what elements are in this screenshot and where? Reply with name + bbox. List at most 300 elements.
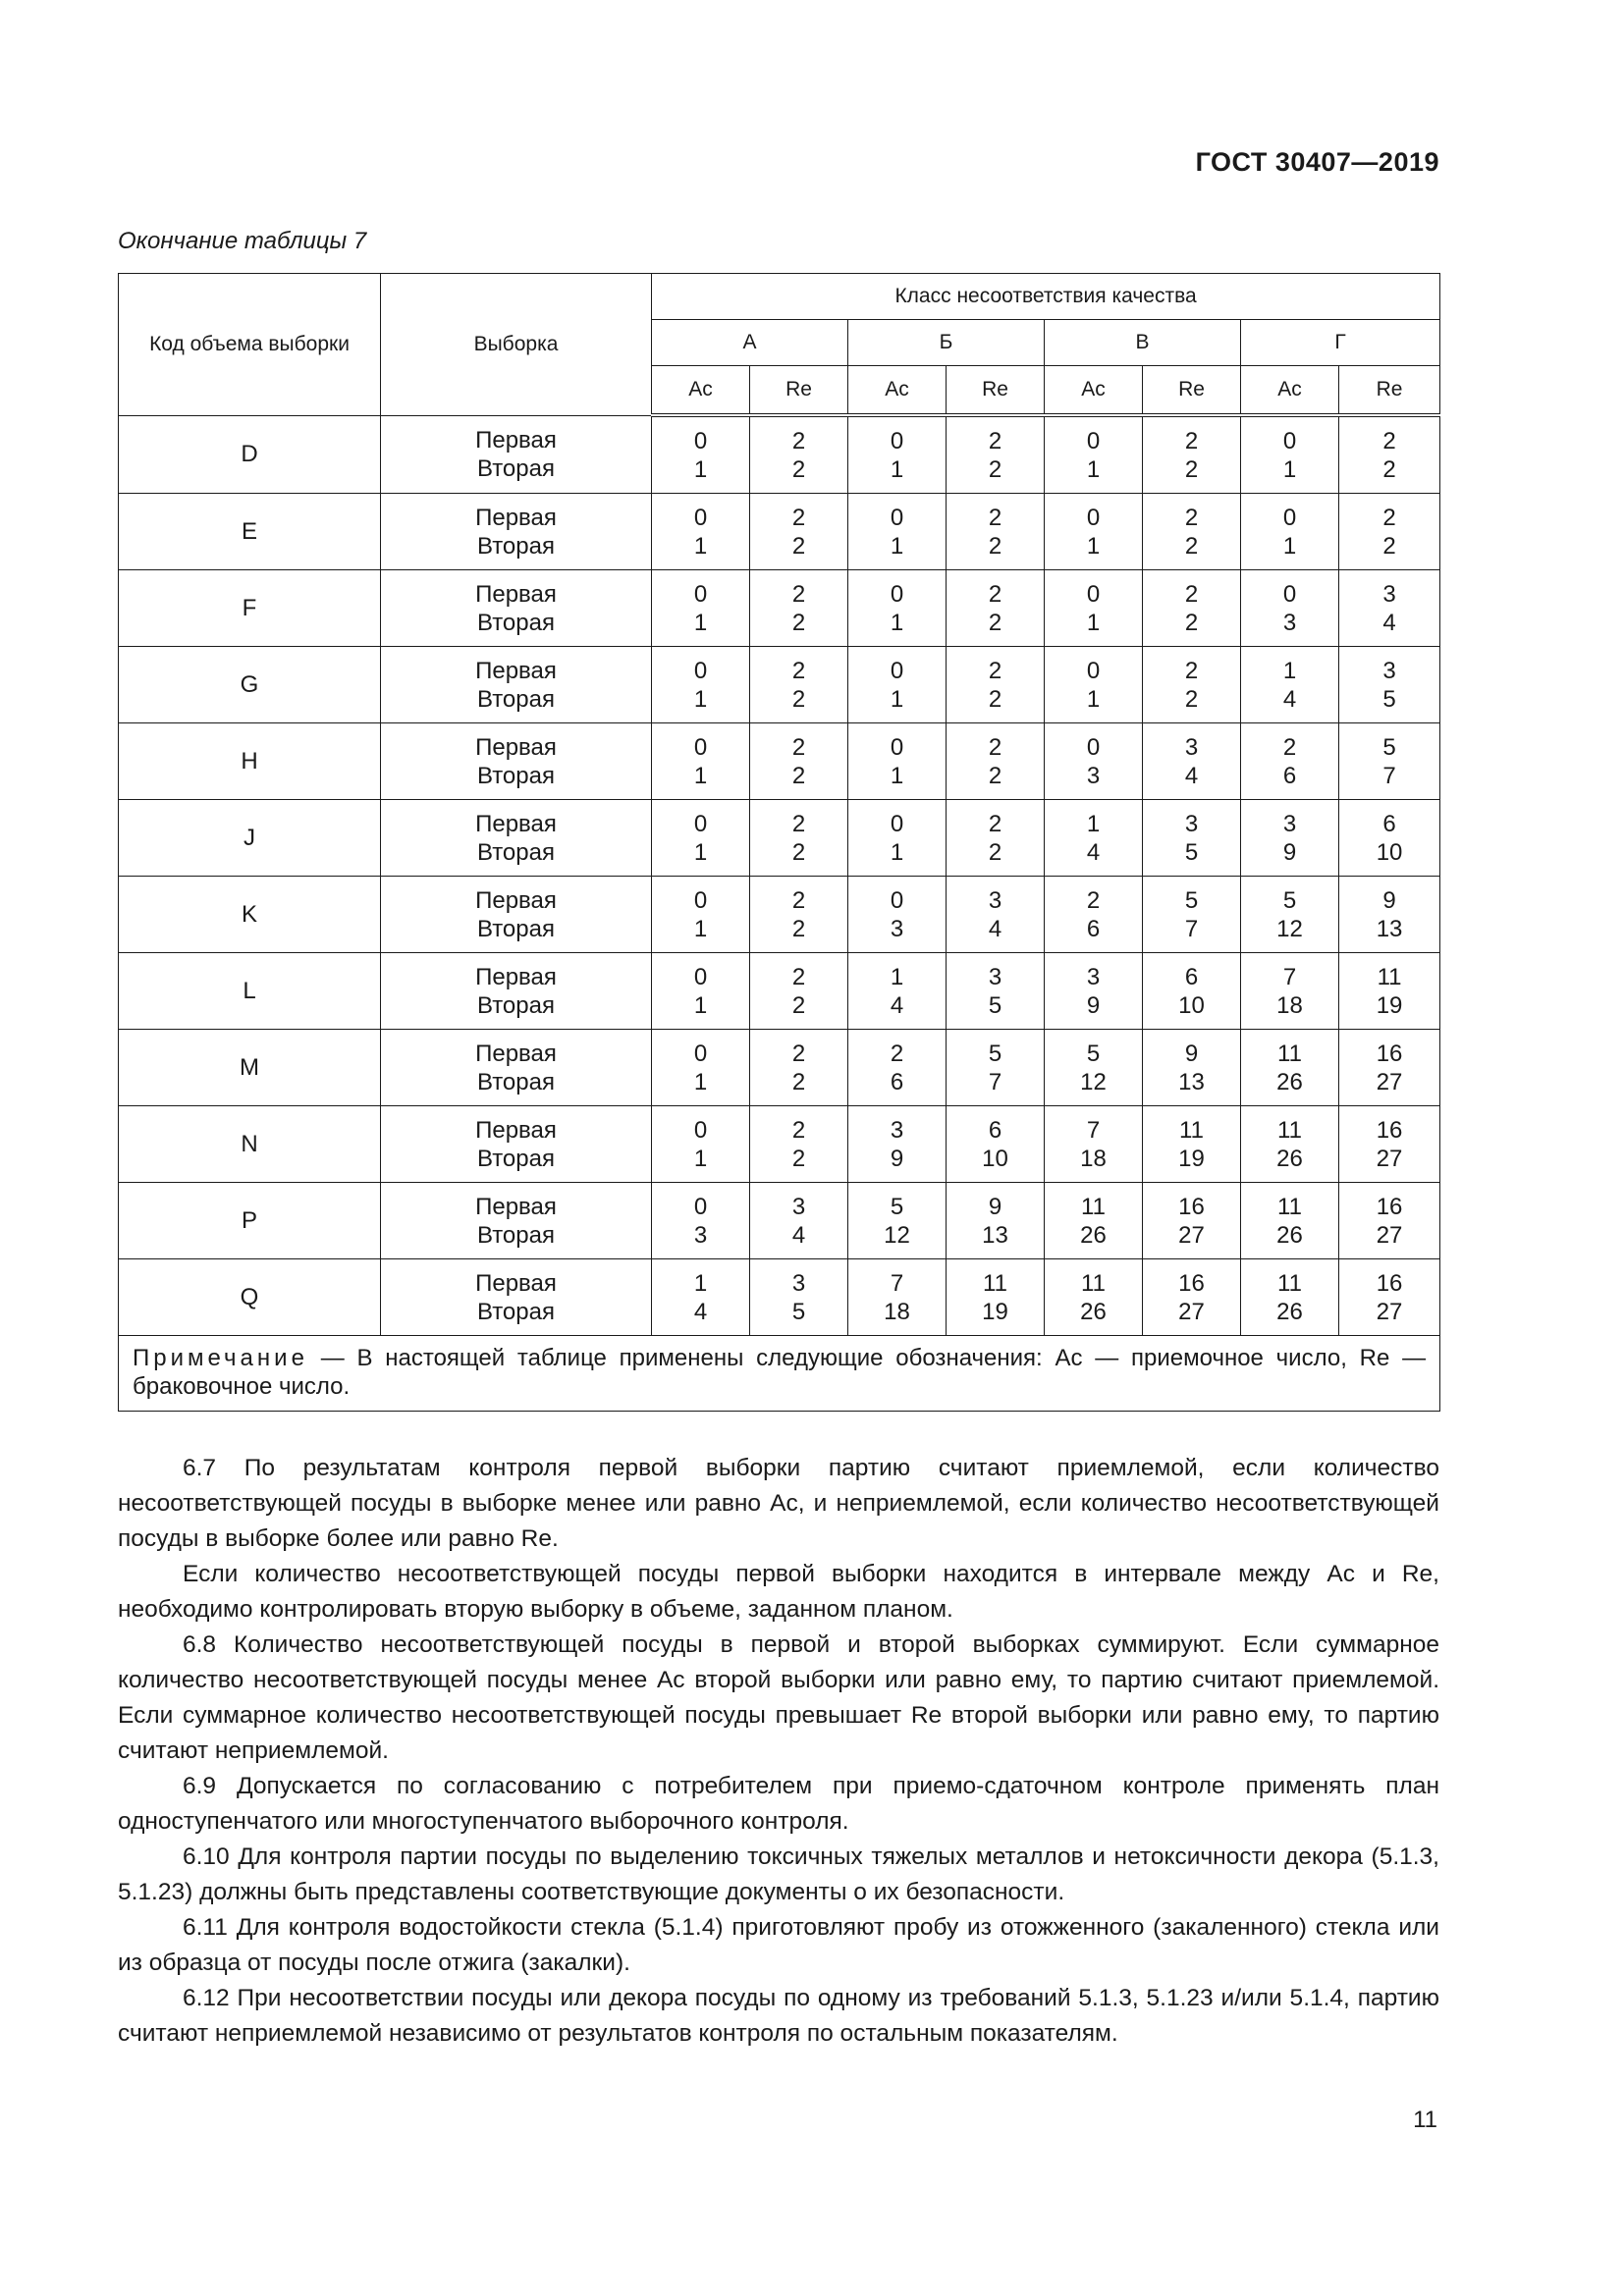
first-sample-value: 11 (1377, 963, 1402, 990)
re-value-cell (1339, 953, 1440, 1030)
first-sample-value: 5 (988, 1040, 1002, 1067)
first-sample-value: 9 (1184, 1040, 1199, 1067)
first-sample-value: 1 (1282, 657, 1297, 684)
second-sample-value: 2 (791, 838, 806, 866)
ac-value-cell (1241, 800, 1339, 877)
header-class-g: Г (1241, 320, 1440, 366)
ac-value-cell (848, 723, 947, 800)
second-sample-value: 3 (1086, 762, 1101, 789)
sample-code-cell: N (119, 1106, 381, 1183)
first-sample-value: 0 (693, 504, 708, 531)
sample-second: Вторая (477, 915, 555, 942)
second-sample-value: 2 (988, 532, 1002, 560)
first-sample-value: 0 (693, 657, 708, 684)
table-row (119, 647, 1440, 723)
second-sample-value: 3 (693, 1221, 708, 1249)
ac-value-cell (652, 953, 750, 1030)
first-sample-value: 0 (693, 886, 708, 914)
first-sample-value: 11 (1179, 1116, 1204, 1144)
first-sample-value: 0 (890, 427, 904, 454)
second-sample-value: 18 (1276, 991, 1303, 1019)
sample-second: Вторая (477, 1221, 555, 1249)
second-sample-value: 9 (1086, 991, 1101, 1019)
sample-second: Вторая (477, 532, 555, 560)
ac-value-cell (1045, 415, 1143, 494)
re-value-cell (947, 494, 1045, 570)
re-value-cell (750, 647, 848, 723)
table-row (119, 570, 1440, 647)
re-value-cell (750, 1106, 848, 1183)
re-value-cell (1143, 1259, 1241, 1336)
first-sample-value: 7 (1282, 963, 1297, 990)
re-value-cell (947, 1106, 1045, 1183)
sample-first: Первая (475, 580, 557, 608)
re-value-cell (750, 415, 848, 494)
first-sample-value: 0 (693, 580, 708, 608)
first-sample-value: 2 (791, 733, 806, 761)
second-sample-value: 27 (1376, 1298, 1403, 1325)
ac-value-cell (1241, 877, 1339, 953)
second-sample-value: 2 (791, 1068, 806, 1095)
sample-first: Первая (475, 810, 557, 837)
second-sample-value: 27 (1178, 1221, 1205, 1249)
second-sample-value: 1 (693, 455, 708, 483)
ac-value-cell (652, 1259, 750, 1336)
first-sample-value: 11 (1277, 1269, 1302, 1297)
second-sample-value: 4 (1382, 609, 1396, 636)
first-sample-value: 2 (1184, 657, 1199, 684)
second-sample-value: 1 (693, 991, 708, 1019)
sample-first: Первая (475, 504, 557, 531)
header-class-a: А (652, 320, 848, 366)
second-sample-value: 9 (890, 1145, 904, 1172)
second-sample-value: 2 (791, 455, 806, 483)
re-value-cell (1339, 647, 1440, 723)
second-sample-value: 27 (1178, 1298, 1205, 1325)
ac-value-cell (848, 1030, 947, 1106)
page-number: 11 (1413, 2107, 1437, 2133)
sample-code-cell: H (119, 723, 381, 800)
ac-value-cell (1045, 570, 1143, 647)
ac-value-cell (848, 647, 947, 723)
first-sample-value: 0 (1086, 733, 1101, 761)
ac-value-cell (848, 953, 947, 1030)
re-value-cell (947, 1183, 1045, 1259)
second-sample-value: 1 (693, 838, 708, 866)
header-ac: Ac (1241, 366, 1339, 416)
table-row (119, 1106, 1440, 1183)
first-sample-value: 0 (890, 733, 904, 761)
second-sample-value: 1 (693, 762, 708, 789)
re-value-cell (1143, 1030, 1241, 1106)
second-sample-value: 7 (1184, 915, 1199, 942)
re-value-cell (750, 494, 848, 570)
first-sample-value: 2 (988, 657, 1002, 684)
second-sample-value: 5 (1382, 685, 1396, 713)
first-sample-value: 2 (791, 810, 806, 837)
first-sample-value: 0 (1282, 504, 1297, 531)
first-sample-value: 0 (1282, 427, 1297, 454)
re-value-cell (1339, 570, 1440, 647)
second-sample-value: 4 (1184, 762, 1199, 789)
sample-first: Первая (475, 963, 557, 990)
first-sample-value: 16 (1376, 1269, 1403, 1297)
header-class-v: В (1045, 320, 1241, 366)
sample-cell (381, 723, 652, 800)
second-sample-value: 2 (1382, 455, 1396, 483)
table-row (119, 415, 1440, 494)
header-re: Re (750, 366, 848, 416)
second-sample-value: 2 (988, 455, 1002, 483)
paragraph: 6.11 Для контроля водостойкости стекла (5.1.4) приготовляют пробу из отожженного (закаленного) стекла или из образца от посуды после отжига (закалки). (118, 1914, 1439, 1976)
ac-value-cell (1045, 494, 1143, 570)
first-sample-value: 3 (1184, 733, 1199, 761)
first-sample-value: 1 (890, 963, 904, 990)
header-class-b: Б (848, 320, 1045, 366)
second-sample-value: 2 (791, 532, 806, 560)
first-sample-value: 11 (983, 1269, 1007, 1297)
ac-value-cell (652, 494, 750, 570)
second-sample-value: 26 (1276, 1221, 1303, 1249)
second-sample-value: 2 (791, 609, 806, 636)
ac-value-cell (1045, 723, 1143, 800)
header-ac: Ac (652, 366, 750, 416)
header-ac: Ac (848, 366, 947, 416)
re-value-cell (1339, 1259, 1440, 1336)
first-sample-value: 2 (988, 580, 1002, 608)
first-sample-value: 2 (791, 580, 806, 608)
second-sample-value: 2 (988, 762, 1002, 789)
sample-cell (381, 1106, 652, 1183)
second-sample-value: 4 (988, 915, 1002, 942)
ac-value-cell (1045, 1183, 1143, 1259)
first-sample-value: 3 (1382, 657, 1396, 684)
table-row (119, 1259, 1440, 1336)
sample-cell (381, 800, 652, 877)
first-sample-value: 0 (693, 810, 708, 837)
ac-value-cell (848, 800, 947, 877)
first-sample-value: 3 (988, 963, 1002, 990)
second-sample-value: 12 (884, 1221, 910, 1249)
second-sample-value: 1 (1086, 609, 1101, 636)
ac-value-cell (1045, 877, 1143, 953)
sample-cell (381, 1259, 652, 1336)
sample-code-cell: D (119, 415, 381, 494)
re-value-cell (750, 877, 848, 953)
sample-code-cell: J (119, 800, 381, 877)
second-sample-value: 4 (1086, 838, 1101, 866)
sample-second: Вторая (477, 1298, 555, 1325)
second-sample-value: 1 (693, 1068, 708, 1095)
first-sample-value: 2 (988, 427, 1002, 454)
first-sample-value: 3 (1184, 810, 1199, 837)
ac-value-cell (848, 1183, 947, 1259)
sample-second: Вторая (477, 991, 555, 1019)
paragraph: 6.9 Допускается по согласованию с потребителем при приемо-сдаточном контроле применять план одноступенчатого или многоступенчатого выборочного контроля. (118, 1773, 1439, 1835)
first-sample-value: 6 (988, 1116, 1002, 1144)
first-sample-value: 9 (1382, 886, 1396, 914)
first-sample-value: 0 (890, 504, 904, 531)
header-sample-code: Код объема выборки (119, 274, 381, 416)
note-text: — В настоящей таблице применены следующие обозначения: Ac — приемочное число, Re — браковочное число. (133, 1345, 1427, 1400)
first-sample-value: 0 (1086, 580, 1101, 608)
ac-value-cell (1241, 415, 1339, 494)
first-sample-value: 0 (890, 657, 904, 684)
re-value-cell (1143, 570, 1241, 647)
sample-code-cell: F (119, 570, 381, 647)
re-value-cell (947, 415, 1045, 494)
first-sample-value: 3 (1086, 963, 1101, 990)
first-sample-value: 16 (1376, 1040, 1403, 1067)
first-sample-value: 2 (1086, 886, 1101, 914)
first-sample-value: 2 (1184, 580, 1199, 608)
ac-value-cell (652, 415, 750, 494)
second-sample-value: 12 (1276, 915, 1303, 942)
re-value-cell (947, 800, 1045, 877)
ac-value-cell (1045, 1106, 1143, 1183)
first-sample-value: 7 (890, 1269, 904, 1297)
second-sample-value: 1 (1086, 532, 1101, 560)
ac-value-cell (1045, 800, 1143, 877)
table-row (119, 1183, 1440, 1259)
sample-first: Первая (475, 1269, 557, 1297)
first-sample-value: 0 (1086, 657, 1101, 684)
re-value-cell (947, 723, 1045, 800)
first-sample-value: 2 (791, 1116, 806, 1144)
re-value-cell (1339, 1183, 1440, 1259)
sampling-plan-table (118, 273, 1440, 1412)
second-sample-value: 2 (1184, 609, 1199, 636)
second-sample-value: 27 (1376, 1221, 1403, 1249)
second-sample-value: 13 (1178, 1068, 1205, 1095)
ac-value-cell (1241, 494, 1339, 570)
ac-value-cell (1241, 647, 1339, 723)
first-sample-value: 2 (988, 504, 1002, 531)
ac-value-cell (848, 1259, 947, 1336)
table-row (119, 953, 1440, 1030)
first-sample-value: 2 (1382, 427, 1396, 454)
first-sample-value: 0 (693, 1193, 708, 1220)
second-sample-value: 4 (693, 1298, 708, 1325)
ac-value-cell (1241, 953, 1339, 1030)
re-value-cell (1143, 415, 1241, 494)
second-sample-value: 1 (1282, 455, 1297, 483)
header-sample: Выборка (381, 274, 652, 416)
paragraph: 6.8 Количество несоответствующей посуды в первой и второй выборках суммируют. Если суммарное количество несоответствующей посуды менее Ac второй выборки или равно ему, то партию считают приемлемой. Если суммарное количество несоответствующей посуды превышает Re второй выборки или равно ему, то партию считают неприемлемой. (118, 1631, 1439, 1764)
second-sample-value: 7 (1382, 762, 1396, 789)
second-sample-value: 2 (1184, 455, 1199, 483)
re-value-cell (1339, 1106, 1440, 1183)
re-value-cell (750, 570, 848, 647)
first-sample-value: 0 (693, 1040, 708, 1067)
table-row (119, 494, 1440, 570)
first-sample-value: 2 (890, 1040, 904, 1067)
second-sample-value: 19 (1376, 991, 1403, 1019)
first-sample-value: 3 (791, 1193, 806, 1220)
re-value-cell (1143, 1183, 1241, 1259)
first-sample-value: 0 (1086, 427, 1101, 454)
sample-first: Первая (475, 1193, 557, 1220)
first-sample-value: 6 (1184, 963, 1199, 990)
second-sample-value: 2 (791, 1145, 806, 1172)
header-re: Re (947, 366, 1045, 416)
table-note (119, 1336, 1440, 1412)
re-value-cell (1339, 1030, 1440, 1106)
ac-value-cell (652, 1106, 750, 1183)
first-sample-value: 2 (791, 1040, 806, 1067)
second-sample-value: 1 (693, 915, 708, 942)
second-sample-value: 5 (791, 1298, 806, 1325)
sample-second: Вторая (477, 1068, 555, 1095)
re-value-cell (1339, 877, 1440, 953)
second-sample-value: 9 (1282, 838, 1297, 866)
first-sample-value: 6 (1382, 810, 1396, 837)
first-sample-value: 7 (1086, 1116, 1101, 1144)
sample-cell (381, 647, 652, 723)
first-sample-value: 3 (791, 1269, 806, 1297)
first-sample-value: 0 (890, 886, 904, 914)
first-sample-value: 2 (791, 963, 806, 990)
second-sample-value: 1 (890, 455, 904, 483)
first-sample-value: 2 (1184, 427, 1199, 454)
first-sample-value: 16 (1376, 1193, 1403, 1220)
re-value-cell (947, 877, 1045, 953)
ac-value-cell (848, 494, 947, 570)
second-sample-value: 2 (791, 685, 806, 713)
re-value-cell (1339, 415, 1440, 494)
second-sample-value: 1 (1282, 532, 1297, 560)
second-sample-value: 2 (1184, 685, 1199, 713)
sample-first: Первая (475, 426, 557, 454)
sample-first: Первая (475, 1116, 557, 1144)
re-value-cell (750, 1030, 848, 1106)
second-sample-value: 1 (890, 532, 904, 560)
first-sample-value: 5 (1184, 886, 1199, 914)
second-sample-value: 13 (1376, 915, 1403, 942)
ac-value-cell (652, 723, 750, 800)
sample-cell (381, 570, 652, 647)
sample-second: Вторая (477, 1145, 555, 1172)
re-value-cell (750, 953, 848, 1030)
paragraph: Если количество несоответствующей посуды первой выборки находится в интервале между Ac и Re, необходимо контролировать вторую выборку в объеме, заданном планом. (118, 1561, 1439, 1623)
first-sample-value: 0 (693, 1116, 708, 1144)
first-sample-value: 0 (693, 733, 708, 761)
sample-cell (381, 953, 652, 1030)
ac-value-cell (848, 1106, 947, 1183)
re-value-cell (1143, 953, 1241, 1030)
second-sample-value: 26 (1276, 1298, 1303, 1325)
sample-cell (381, 1183, 652, 1259)
sample-cell (381, 877, 652, 953)
ac-value-cell (652, 1183, 750, 1259)
first-sample-value: 0 (890, 580, 904, 608)
sample-cell (381, 415, 652, 494)
re-value-cell (750, 800, 848, 877)
re-value-cell (1143, 494, 1241, 570)
ac-value-cell (1045, 953, 1143, 1030)
second-sample-value: 13 (982, 1221, 1008, 1249)
re-value-cell (750, 1183, 848, 1259)
second-sample-value: 2 (988, 609, 1002, 636)
second-sample-value: 18 (1080, 1145, 1107, 1172)
second-sample-value: 7 (988, 1068, 1002, 1095)
second-sample-value: 10 (1376, 838, 1403, 866)
ac-value-cell (652, 877, 750, 953)
paragraph: 6.12 При несоответствии посуды или декора посуды по одному из требований 5.1.3, 5.1.23 и/или 5.1.4, партию считают неприемлемой независимо от результатов контроля по остальным показателям. (118, 1985, 1439, 2047)
second-sample-value: 27 (1376, 1145, 1403, 1172)
ac-value-cell (1241, 570, 1339, 647)
header-quality-class: Класс несоответствия качества (652, 274, 1440, 320)
sample-first: Первая (475, 886, 557, 914)
ac-value-cell (1241, 723, 1339, 800)
first-sample-value: 0 (890, 810, 904, 837)
sample-cell (381, 1030, 652, 1106)
re-value-cell (1143, 647, 1241, 723)
second-sample-value: 4 (1282, 685, 1297, 713)
sample-first: Первая (475, 733, 557, 761)
second-sample-value: 1 (693, 685, 708, 713)
sample-cell (381, 494, 652, 570)
first-sample-value: 2 (1184, 504, 1199, 531)
second-sample-value: 10 (1178, 991, 1205, 1019)
second-sample-value: 19 (1178, 1145, 1205, 1172)
re-value-cell (1339, 494, 1440, 570)
first-sample-value: 3 (890, 1116, 904, 1144)
second-sample-value: 1 (1086, 455, 1101, 483)
ac-value-cell (652, 647, 750, 723)
standard-header: ГОСТ 30407—2019 (1195, 147, 1439, 177)
ac-value-cell (848, 877, 947, 953)
second-sample-value: 4 (791, 1221, 806, 1249)
re-value-cell (1339, 800, 1440, 877)
sample-first: Первая (475, 657, 557, 684)
ac-value-cell (848, 570, 947, 647)
first-sample-value: 1 (1086, 810, 1101, 837)
ac-value-cell (1241, 1106, 1339, 1183)
first-sample-value: 1 (693, 1269, 708, 1297)
first-sample-value: 3 (1382, 580, 1396, 608)
second-sample-value: 5 (988, 991, 1002, 1019)
second-sample-value: 26 (1276, 1145, 1303, 1172)
first-sample-value: 5 (890, 1193, 904, 1220)
second-sample-value: 27 (1376, 1068, 1403, 1095)
table-caption: Окончание таблицы 7 (118, 228, 367, 254)
ac-value-cell (1241, 1183, 1339, 1259)
second-sample-value: 12 (1080, 1068, 1107, 1095)
header-re: Re (1143, 366, 1241, 416)
re-value-cell (750, 723, 848, 800)
body-text (118, 1451, 1439, 2052)
re-value-cell (1143, 800, 1241, 877)
ac-value-cell (652, 800, 750, 877)
table-row (119, 1030, 1440, 1106)
sample-code-cell: L (119, 953, 381, 1030)
second-sample-value: 26 (1080, 1221, 1107, 1249)
second-sample-value: 26 (1276, 1068, 1303, 1095)
ac-value-cell (652, 1030, 750, 1106)
sample-second: Вторая (477, 609, 555, 636)
ac-value-cell (1241, 1259, 1339, 1336)
second-sample-value: 10 (982, 1145, 1008, 1172)
second-sample-value: 1 (890, 762, 904, 789)
re-value-cell (947, 647, 1045, 723)
second-sample-value: 2 (1382, 532, 1396, 560)
second-sample-value: 1 (693, 1145, 708, 1172)
paragraph: 6.7 По результатам контроля первой выборки партию считают приемлемой, если количество несоответствующей посуды в выборке менее или равно Ac, и неприемлемой, если количество несоответствующей посуды в выборке более или равно Re. (118, 1455, 1439, 1552)
sample-code-cell: E (119, 494, 381, 570)
sample-second: Вторая (477, 838, 555, 866)
first-sample-value: 2 (988, 810, 1002, 837)
